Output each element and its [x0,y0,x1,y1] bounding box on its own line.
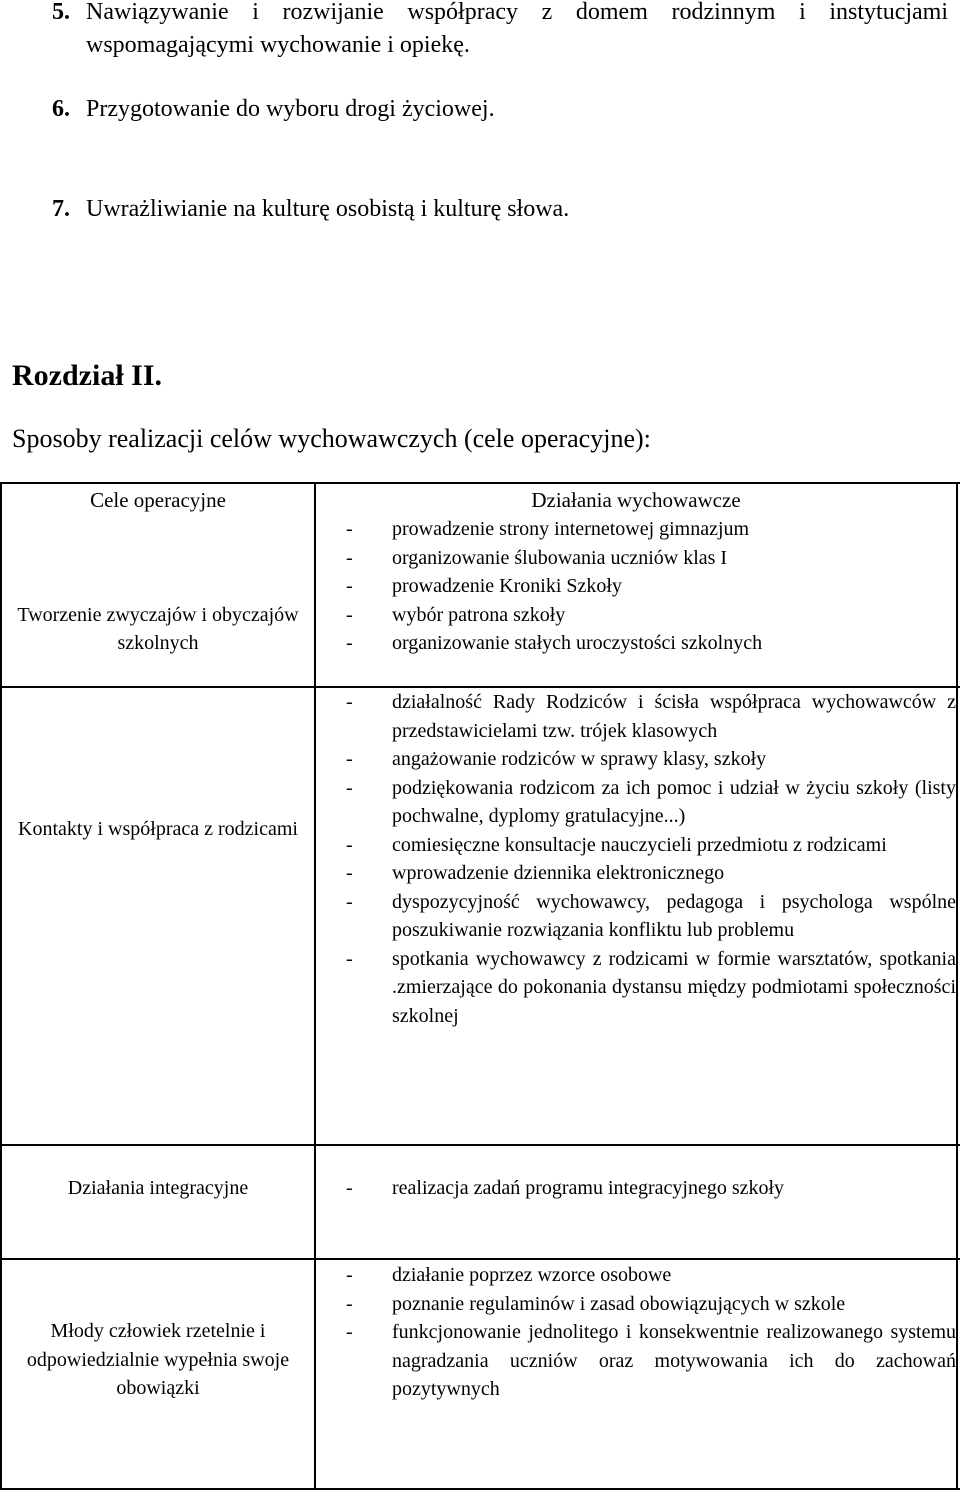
list-item-text: Uwrażliwianie na kulturę osobistą i kulturę słowa. [86,196,570,222]
table-border-bottom [0,1488,960,1490]
actions-list [346,1261,956,1404]
goal-text: Kontakty i współpraca z rodzicami [18,817,298,840]
table-border-top [0,482,960,484]
column-header-actions: Działania wychowawcze [531,488,741,512]
goal-cell [2,600,314,658]
list-item: - prowadzenie Kroniki Szkoły [346,572,956,601]
goal-cell [2,1316,314,1404]
list-item: - działalność Rady Rodziców i ścisła współpraca wychowawców z przedstawicielami tzw. trójek klasowych [346,688,956,745]
goal-text: Młody człowiek rzetelnie i odpowiedzialnie wypełnia swoje obowiązki [26,1320,290,1400]
list-item: - funkcjonowanie jednolitego i konsekwentnie realizowanego systemu nagradzania uczniów oraz motywowania ich do zachowań pozytywnych [346,1318,956,1404]
row-divider [0,1144,960,1146]
list-item-number: 5. [52,0,70,25]
list-item-text: Przygotowanie do wyboru drogi życiowej. [86,96,495,122]
list-item: - wprowadzenie dziennika elektronicznego [346,859,956,888]
list-item-number: 6. [52,96,70,122]
list-item [0,193,948,226]
goal-text: Działania integracyjne [67,1176,249,1199]
list-item [0,93,948,126]
list-item-text: Nawiązywanie i rozwijanie współpracy z domem rodzinnym i instytucjami wspomagającymi wychowanie i opiekę. [86,0,948,58]
chapter-subtitle: Sposoby realizacji celów wychowawczych (cele operacyjne): [12,424,651,453]
list-item: - dyspozycyjność wychowawcy, pedagoga i psychologa wspólne poszukiwanie rozwiązania konfliktu lub problemu [346,888,956,945]
list-item: - organizowanie ślubowania uczniów klas I [346,544,956,573]
list-item: - podziękowania rodzicom za ich pomoc i udział w życiu szkoły (listy pochwalne, dyplomy gratulacyjne...) [346,774,956,831]
list-item: - spotkania wychowawcy z rodzicami w formie warsztatów, spotkania .zmierzające do pokonania dystansu między podmiotami społeczności szkolnej [346,945,956,1031]
goal-text: Tworzenie zwyczajów i obyczajów szkolnych [17,603,299,654]
column-divider [314,482,316,1490]
actions-list [346,1174,956,1203]
actions-list [346,515,956,658]
list-item: - organizowanie stałych uroczystości szkolnych [346,629,956,658]
row-divider [0,1258,960,1260]
list-item: - prowadzenie strony internetowej gimnazjum [346,515,956,544]
column-header-goals: Cele operacyjne [90,488,226,512]
list-item: - comiesięczne konsultacje nauczycieli przedmiotu z rodzicami [346,831,956,860]
goal-cell [2,800,314,858]
list-item: - angażowanie rodziców w sprawy klasy, szkoły [346,745,956,774]
goal-cell [2,1172,314,1204]
list-item: - wybór patrona szkoły [346,601,956,630]
list-item [0,0,948,62]
chapter-title: Rozdział II. [12,359,162,392]
list-item: - realizacja zadań programu integracyjnego szkoły [346,1174,956,1203]
table-border-right [956,482,958,1490]
actions-list [346,688,956,1030]
list-item: - działanie poprzez wzorce osobowe [346,1261,956,1290]
list-item: - poznanie regulaminów i zasad obowiązujących w szkole [346,1290,956,1319]
list-item-number: 7. [52,196,70,222]
